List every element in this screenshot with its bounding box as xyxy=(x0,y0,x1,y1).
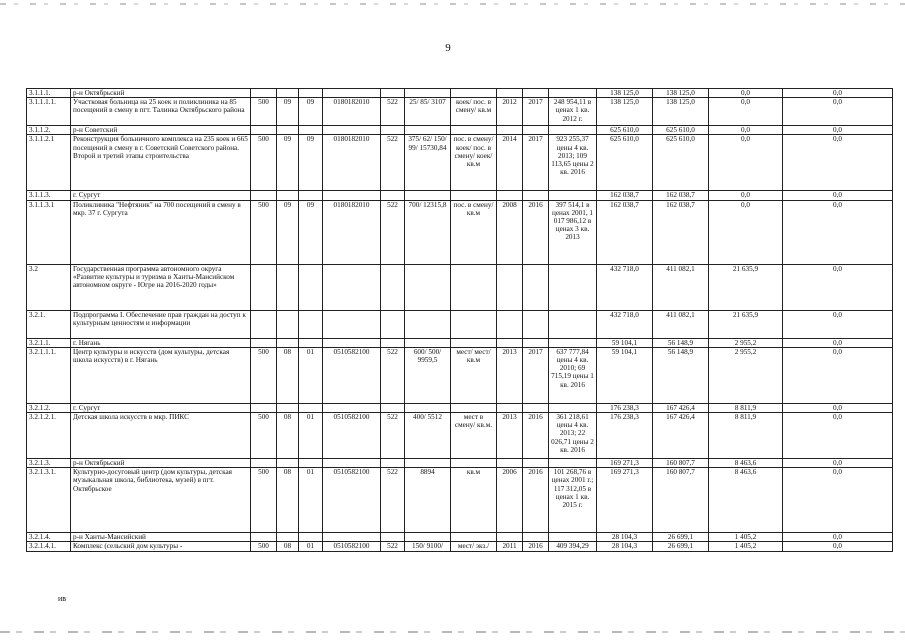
cell-sub xyxy=(299,89,323,98)
cell-v2: 26 699,1 xyxy=(653,542,709,552)
cell-unit xyxy=(251,533,277,542)
footer-mark: ив xyxy=(58,594,67,603)
cell-pwr-unit xyxy=(451,310,497,338)
cell-name: р-н Октябрьский xyxy=(71,89,251,98)
cell-v2: 162 038,7 xyxy=(653,200,709,264)
cell-vid: 522 xyxy=(381,468,405,533)
cell-cost xyxy=(549,310,597,338)
cell-pwr-unit: коек/ пос. в смену/ кв.м xyxy=(451,98,497,126)
cell-cost xyxy=(549,191,597,200)
cell-cost: 361 218,61 цены 4 кв. 2013; 22 026,71 цены 2 кв. 2016 xyxy=(549,413,597,459)
cell-start xyxy=(497,264,523,310)
cell-vid: 522 xyxy=(381,98,405,126)
cell-power: 25/ 85/ 3107 xyxy=(405,98,451,126)
cell-v2: 625 610,0 xyxy=(653,135,709,191)
cell-v4: 0,0 xyxy=(783,459,893,468)
cell-start xyxy=(497,459,523,468)
cell-sec: 08 xyxy=(277,413,299,459)
cell-v1: 138 125,0 xyxy=(597,98,653,126)
cell-end xyxy=(523,89,549,98)
cell-start: 2014 xyxy=(497,135,523,191)
cell-power: 8894 xyxy=(405,468,451,533)
cell-sec xyxy=(277,403,299,412)
cell-sec: 09 xyxy=(277,200,299,264)
cell-v3: 8 811,9 xyxy=(709,403,783,412)
cell-cost xyxy=(549,89,597,98)
cell-v4: 0,0 xyxy=(783,533,893,542)
table-row xyxy=(27,542,893,552)
cell-name: р-н Советский xyxy=(71,126,251,135)
cell-pwr-unit xyxy=(451,403,497,412)
cell-sub: 09 xyxy=(299,98,323,126)
cell-end: 2016 xyxy=(523,542,549,552)
cell-pwr-unit: мест/ экз./ xyxy=(451,542,497,552)
cell-name: р-н Октябрьский xyxy=(71,459,251,468)
cell-power xyxy=(405,191,451,200)
cell-vid: 522 xyxy=(381,413,405,459)
cell-target xyxy=(323,264,381,310)
cell-cost xyxy=(549,264,597,310)
cell-power: 600/ 500/ 9959,5 xyxy=(405,347,451,403)
cell-v3: 0,0 xyxy=(709,191,783,200)
cell-v4: 0,0 xyxy=(783,347,893,403)
cell-code: 3.2.1.1. xyxy=(27,338,71,347)
cell-cost xyxy=(549,533,597,542)
cell-name: Поликлиника "Нефтяник" на 700 посещений в смену в мкр. 37 г. Сургута xyxy=(71,200,251,264)
cell-v4: 0,0 xyxy=(783,468,893,533)
cell-sub xyxy=(299,191,323,200)
cell-end xyxy=(523,459,549,468)
cell-name: Комплекс (сельский дом культуры - xyxy=(71,542,251,552)
table-row xyxy=(27,191,893,200)
cell-sub: 01 xyxy=(299,542,323,552)
cell-end: 2016 xyxy=(523,200,549,264)
cell-unit: 500 xyxy=(251,413,277,459)
cell-end: 2017 xyxy=(523,98,549,126)
cell-v1: 625 610,0 xyxy=(597,126,653,135)
cell-target: 0510582100 xyxy=(323,542,381,552)
cell-target: 0180182010 xyxy=(323,98,381,126)
cell-v2: 162 038,7 xyxy=(653,191,709,200)
cell-end xyxy=(523,533,549,542)
cell-target xyxy=(323,126,381,135)
cell-unit: 500 xyxy=(251,468,277,533)
cell-v1: 162 038,7 xyxy=(597,200,653,264)
cell-v2: 411 082,1 xyxy=(653,264,709,310)
cell-start xyxy=(497,338,523,347)
cell-v1: 59 104,1 xyxy=(597,347,653,403)
cell-name: г. Нягань xyxy=(71,338,251,347)
cell-pwr-unit: пос. в смену/ кв.м xyxy=(451,200,497,264)
cell-start xyxy=(497,403,523,412)
cell-code: 3.2 xyxy=(27,264,71,310)
cell-unit xyxy=(251,89,277,98)
cell-end xyxy=(523,310,549,338)
cell-v1: 625 610,0 xyxy=(597,135,653,191)
cell-sec xyxy=(277,126,299,135)
cell-start xyxy=(497,191,523,200)
cell-sec xyxy=(277,459,299,468)
cell-target: 0510582100 xyxy=(323,413,381,459)
cell-sec: 08 xyxy=(277,468,299,533)
cell-vid xyxy=(381,89,405,98)
table-row xyxy=(27,126,893,135)
cell-name: Участковая больница на 25 коек и поликлиника на 85 посещений в смену в пгт. Талинка Октябрьского района xyxy=(71,98,251,126)
cell-sec: 09 xyxy=(277,98,299,126)
cell-v2: 160 807,7 xyxy=(653,459,709,468)
cell-v1: 176 238,3 xyxy=(597,413,653,459)
cell-sec: 09 xyxy=(277,135,299,191)
cell-v3: 21 635,9 xyxy=(709,310,783,338)
cell-vid: 522 xyxy=(381,135,405,191)
cell-v1: 432 718,0 xyxy=(597,310,653,338)
cell-name: Подпрограмма I. Обеспечение прав граждан на доступ к культурным ценностям и информации xyxy=(71,310,251,338)
cell-end: 2016 xyxy=(523,468,549,533)
cell-unit xyxy=(251,338,277,347)
cell-v2: 411 082,1 xyxy=(653,310,709,338)
cell-vid xyxy=(381,533,405,542)
cell-v4: 0,0 xyxy=(783,200,893,264)
scan-edge-bottom xyxy=(0,631,905,633)
cell-v3: 1 405,2 xyxy=(709,542,783,552)
cell-start: 2008 xyxy=(497,200,523,264)
cell-start: 2013 xyxy=(497,347,523,403)
cell-v1: 169 271,3 xyxy=(597,459,653,468)
cell-v3: 8 463,6 xyxy=(709,459,783,468)
cell-unit xyxy=(251,403,277,412)
cell-end: 2017 xyxy=(523,135,549,191)
cell-code: 3.2.1.4. xyxy=(27,533,71,542)
cell-power xyxy=(405,126,451,135)
cell-v2: 160 807,7 xyxy=(653,468,709,533)
cell-cost: 409 394,29 xyxy=(549,542,597,552)
cell-sub: 01 xyxy=(299,413,323,459)
cell-start: 2012 xyxy=(497,98,523,126)
cell-v3: 0,0 xyxy=(709,98,783,126)
cell-sec xyxy=(277,264,299,310)
cell-target: 0180182010 xyxy=(323,135,381,191)
cell-name: г. Сургут xyxy=(71,403,251,412)
cell-start xyxy=(497,126,523,135)
cell-code: 3.2.1. xyxy=(27,310,71,338)
cell-unit: 500 xyxy=(251,200,277,264)
cell-v1: 28 104,3 xyxy=(597,533,653,542)
cell-cost: 923 255,37 цены 4 кв. 2013; 109 113,65 цены 2 кв. 2016 xyxy=(549,135,597,191)
cell-sec xyxy=(277,338,299,347)
cell-pwr-unit xyxy=(451,89,497,98)
cell-pwr-unit xyxy=(451,264,497,310)
cell-v1: 176 238,3 xyxy=(597,403,653,412)
cell-vid xyxy=(381,338,405,347)
cell-v2: 167 426,4 xyxy=(653,403,709,412)
cell-cost: 637 777,84 цены 4 кв. 2010; 69 715,19 цены 1 кв. 2016 xyxy=(549,347,597,403)
cell-pwr-unit: мест/ мест/ кв.м xyxy=(451,347,497,403)
cell-target xyxy=(323,533,381,542)
cell-name: Культурно-досуговый центр (дом культуры, детская музыкальная школа, библиотека, музей) в пгт. Октябрьское xyxy=(71,468,251,533)
cell-start xyxy=(497,89,523,98)
cell-pwr-unit xyxy=(451,191,497,200)
cell-name: Центр культуры и искусств (дом культуры, детская школа искусств) в г. Нягань xyxy=(71,347,251,403)
cell-power xyxy=(405,459,451,468)
cell-v2: 625 610,0 xyxy=(653,126,709,135)
cell-start: 2013 xyxy=(497,413,523,459)
table-row xyxy=(27,413,893,459)
cell-target xyxy=(323,310,381,338)
cell-sub: 09 xyxy=(299,200,323,264)
cell-power xyxy=(405,310,451,338)
cell-v4: 0,0 xyxy=(783,191,893,200)
cell-code: 3.2.1.4.1. xyxy=(27,542,71,552)
cell-end xyxy=(523,191,549,200)
cell-vid: 522 xyxy=(381,200,405,264)
page-number: 9 xyxy=(445,42,451,54)
cell-vid xyxy=(381,310,405,338)
cell-end xyxy=(523,264,549,310)
cell-code: 3.1.1.3. xyxy=(27,191,71,200)
cell-code: 3.1.1.2.1 xyxy=(27,135,71,191)
cell-v2: 138 125,0 xyxy=(653,89,709,98)
cell-v1: 138 125,0 xyxy=(597,89,653,98)
cell-v4: 0,0 xyxy=(783,89,893,98)
cell-power: 400/ 5512 xyxy=(405,413,451,459)
cell-pwr-unit: кв.м xyxy=(451,468,497,533)
cell-v4: 0,0 xyxy=(783,338,893,347)
cell-code: 3.1.1.1.1. xyxy=(27,98,71,126)
cell-code: 3.1.1.3.1 xyxy=(27,200,71,264)
cell-sec xyxy=(277,89,299,98)
cell-v1: 169 271,3 xyxy=(597,468,653,533)
cell-power: 700/ 12315,8 xyxy=(405,200,451,264)
cell-code: 3.2.1.3. xyxy=(27,459,71,468)
cell-pwr-unit xyxy=(451,338,497,347)
cell-unit xyxy=(251,459,277,468)
table-row xyxy=(27,310,893,338)
cell-power xyxy=(405,89,451,98)
cell-power xyxy=(405,403,451,412)
cell-v2: 167 426,4 xyxy=(653,413,709,459)
cell-name: г. Сургут xyxy=(71,191,251,200)
cell-v3: 0,0 xyxy=(709,200,783,264)
cell-end xyxy=(523,126,549,135)
table-row xyxy=(27,468,893,533)
cell-vid xyxy=(381,459,405,468)
cell-sub xyxy=(299,126,323,135)
cell-sub xyxy=(299,403,323,412)
table-row xyxy=(27,200,893,264)
cell-sub xyxy=(299,533,323,542)
cell-vid: 522 xyxy=(381,542,405,552)
cell-target: 0510582100 xyxy=(323,347,381,403)
table-row xyxy=(27,533,893,542)
investment-table xyxy=(26,88,893,552)
cell-unit xyxy=(251,310,277,338)
cell-pwr-unit: мест в смену/ кв.м. xyxy=(451,413,497,459)
cell-end: 2016 xyxy=(523,413,549,459)
cell-start: 2011 xyxy=(497,542,523,552)
cell-vid: 522 xyxy=(381,347,405,403)
cell-v1: 162 038,7 xyxy=(597,191,653,200)
cell-sec: 08 xyxy=(277,347,299,403)
cell-cost: 101 268,76 в ценах 2001 г.; 117 312,05 в ценах 1 кв. 2015 г. xyxy=(549,468,597,533)
cell-unit: 500 xyxy=(251,135,277,191)
cell-v3: 0,0 xyxy=(709,89,783,98)
cell-vid xyxy=(381,403,405,412)
cell-v3: 21 635,9 xyxy=(709,264,783,310)
cell-unit xyxy=(251,126,277,135)
cell-power xyxy=(405,338,451,347)
cell-start xyxy=(497,533,523,542)
table-row xyxy=(27,135,893,191)
cell-v4: 0,0 xyxy=(783,126,893,135)
cell-v2: 26 699,1 xyxy=(653,533,709,542)
cell-cost: 248 954,11 в ценах 1 кв. 2012 г. xyxy=(549,98,597,126)
cell-unit: 500 xyxy=(251,347,277,403)
cell-power: 150/ 9100/ xyxy=(405,542,451,552)
cell-cost xyxy=(549,403,597,412)
cell-code: 3.2.1.1.1. xyxy=(27,347,71,403)
table-row xyxy=(27,347,893,403)
cell-sec xyxy=(277,533,299,542)
cell-target: 0180182010 xyxy=(323,200,381,264)
cell-sec: 08 xyxy=(277,542,299,552)
cell-pwr-unit xyxy=(451,533,497,542)
cell-name: р-н Ханты-Мансийский xyxy=(71,533,251,542)
cell-v1: 432 718,0 xyxy=(597,264,653,310)
cell-sub: 01 xyxy=(299,347,323,403)
cell-code: 3.2.1.3.1. xyxy=(27,468,71,533)
cell-v3: 8 811,9 xyxy=(709,413,783,459)
table-row xyxy=(27,338,893,347)
cell-end: 2017 xyxy=(523,347,549,403)
table-row xyxy=(27,264,893,310)
cell-v3: 8 463,6 xyxy=(709,468,783,533)
scan-edge-top xyxy=(0,3,905,5)
cell-v1: 59 104,1 xyxy=(597,338,653,347)
cell-v3: 0,0 xyxy=(709,126,783,135)
cell-v2: 138 125,0 xyxy=(653,98,709,126)
cell-target xyxy=(323,191,381,200)
cell-end xyxy=(523,403,549,412)
cell-v4: 0,0 xyxy=(783,135,893,191)
cell-v4: 0,0 xyxy=(783,264,893,310)
cell-sub xyxy=(299,459,323,468)
cell-pwr-unit: пос. в смену/ коек/ пос. в смену/ коек/ кв.м xyxy=(451,135,497,191)
cell-pwr-unit xyxy=(451,126,497,135)
cell-start: 2006 xyxy=(497,468,523,533)
cell-v4: 0,0 xyxy=(783,542,893,552)
cell-v1: 28 104,3 xyxy=(597,542,653,552)
cell-vid xyxy=(381,264,405,310)
cell-v3: 0,0 xyxy=(709,135,783,191)
cell-v2: 56 148,9 xyxy=(653,338,709,347)
cell-v3: 1 405,2 xyxy=(709,533,783,542)
cell-v3: 2 955,2 xyxy=(709,347,783,403)
cell-target xyxy=(323,459,381,468)
cell-power xyxy=(405,264,451,310)
cell-target xyxy=(323,338,381,347)
cell-end xyxy=(523,338,549,347)
cell-unit: 500 xyxy=(251,542,277,552)
cell-target xyxy=(323,403,381,412)
cell-power: 375/ 62/ 150/ 99/ 15730,84 xyxy=(405,135,451,191)
cell-v4: 0,0 xyxy=(783,310,893,338)
table-row xyxy=(27,98,893,126)
cell-name: Реконструкция больничного комплекса на 235 коек и 665 посещений в смену в г. Советский Советского района. Второй и третий этапы строительства xyxy=(71,135,251,191)
cell-sub: 01 xyxy=(299,468,323,533)
cell-v4: 0,0 xyxy=(783,98,893,126)
cell-vid xyxy=(381,126,405,135)
cell-pwr-unit xyxy=(451,459,497,468)
cell-sub xyxy=(299,264,323,310)
cell-v4: 0,0 xyxy=(783,403,893,412)
cell-sub xyxy=(299,338,323,347)
cell-v4: 0,0 xyxy=(783,413,893,459)
cell-unit xyxy=(251,191,277,200)
cell-code: 3.1.1.1. xyxy=(27,89,71,98)
cell-sub: 09 xyxy=(299,135,323,191)
cell-unit xyxy=(251,264,277,310)
cell-target: 0510582100 xyxy=(323,468,381,533)
cell-sec xyxy=(277,191,299,200)
cell-start xyxy=(497,310,523,338)
cell-sec xyxy=(277,310,299,338)
cell-code: 3.1.1.2. xyxy=(27,126,71,135)
cell-sub xyxy=(299,310,323,338)
cell-code: 3.2.1.2. xyxy=(27,403,71,412)
table-body xyxy=(27,89,893,552)
cell-code: 3.2.1.2.1. xyxy=(27,413,71,459)
cell-cost xyxy=(549,338,597,347)
cell-v2: 56 148,9 xyxy=(653,347,709,403)
cell-v3: 2 955,2 xyxy=(709,338,783,347)
cell-name: Государственная программа автономного округа «Развитие культуры и туризма в Ханты-Мансийском автономном округе - Югре на 2016-2020 годы» xyxy=(71,264,251,310)
cell-unit: 500 xyxy=(251,98,277,126)
table-row xyxy=(27,403,893,412)
table-row xyxy=(27,89,893,98)
cell-cost: 397 514,1 в ценах 2001, 1 017 986,12 в ценах 3 кв. 2013 xyxy=(549,200,597,264)
cell-vid xyxy=(381,191,405,200)
cell-target xyxy=(323,89,381,98)
cell-name: Детская школа искусств в мкр. ПИКС xyxy=(71,413,251,459)
table-row xyxy=(27,459,893,468)
cell-power xyxy=(405,533,451,542)
cell-cost xyxy=(549,459,597,468)
cell-cost xyxy=(549,126,597,135)
